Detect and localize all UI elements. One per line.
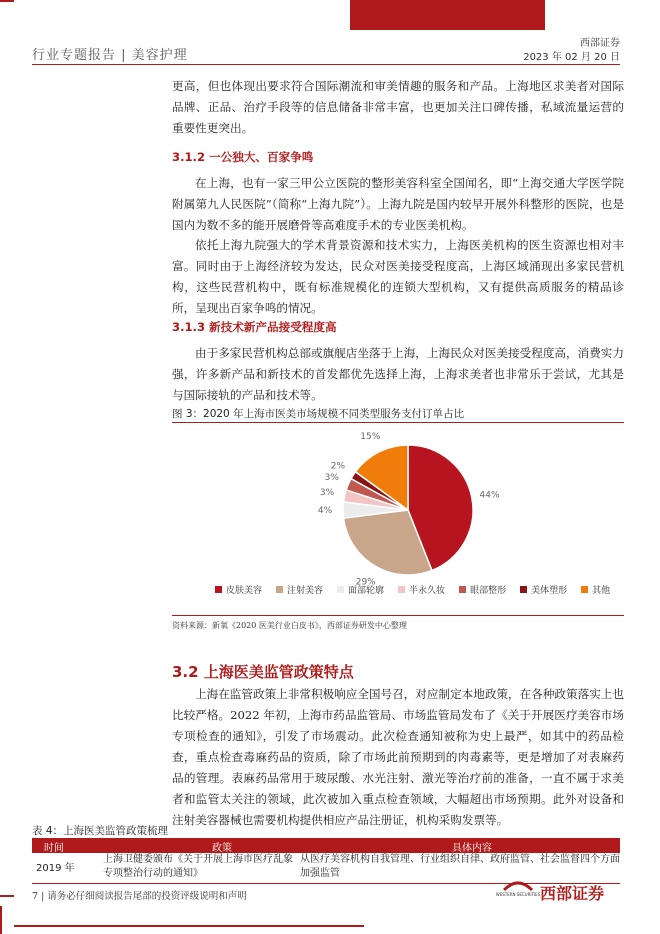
legend-item-2 — [276, 583, 323, 596]
pie-label-1: 44% — [479, 490, 500, 501]
table-cell-time: 2019 年 — [36, 863, 75, 874]
legend-item-3 — [337, 583, 384, 596]
footer-left-red-mark — [0, 895, 14, 897]
header-divider — [32, 64, 620, 65]
legend-label-3: 面部轮廓 — [348, 586, 385, 596]
table-cell-policy: 上海卫健委颁布《关于开展上海市医疗乱象专项整治行动的通知》 — [103, 854, 293, 879]
footer-disclaimer: 7 | 请务必仔细阅读报告尾部的投资评级说明和声明 — [32, 891, 247, 902]
paragraph-shanghai-ninth: 在上海，也有一家三甲公立医院的整形美容科室全国闻名，即“上海交通大学医学院附属第九人民医院”（简称“上海九院”）。上海九院是国内较早开展外科整形的医院，也是国内为数不多的能开展磨骨等高难度手术的专业医美机构。 — [172, 176, 624, 232]
chart-legend — [215, 583, 610, 596]
heading-3-1-3: 3.1.3 新技术新产品接受程度高 — [172, 320, 337, 334]
legend-item-4 — [398, 583, 445, 596]
figure-top-rule — [172, 422, 624, 423]
legend-swatch-7 — [581, 586, 588, 593]
table-cell-content: 从医疗美容机构自我管理、行业组织自律、政府监管、社会监督四个方面加强监管 — [300, 854, 620, 879]
legend-label-2: 注射美容 — [287, 586, 324, 596]
pie-label-7: 15% — [360, 432, 381, 443]
pie-label-5: 3% — [324, 473, 339, 484]
legend-swatch-3 — [337, 586, 344, 593]
legend-label-6: 美体塑形 — [531, 586, 568, 596]
legend-item-5 — [459, 583, 506, 596]
figure-bottom-rule — [172, 615, 624, 616]
legend-label-5: 眼部整形 — [470, 586, 507, 596]
paragraph-intro: 更高，但也体现出要求符合国际潮流和审美情趣的服务和产品。上海地区求美者对国际品牌、正品、治疗手段等的信息储备非常丰富，也更加关注口碑传播，私域流量运营的重要性更突出。 — [172, 79, 624, 135]
legend-item-7 — [581, 583, 610, 596]
table-header-policy: 政策 — [212, 843, 232, 854]
logo-brand-text: 西部证券 — [540, 884, 605, 903]
legend-swatch-2 — [276, 586, 283, 593]
paragraph-new-tech: 由于多家民营机构总部或旗舰店坐落于上海，上海民众对医美接受程度高，消费实力强，许多新产品和新技术的首发都优先选择上海，上海求美者也非常乐于尝试，尤其是与国际接轨的产品和技术等。 — [172, 346, 624, 402]
footer-bottom-red-line — [14, 925, 364, 927]
table-title: 表 4：上海医美监管政策梳理 — [32, 825, 169, 837]
pie-label-2: 29% — [355, 577, 376, 588]
left-red-mark — [0, 0, 14, 2]
table-header — [32, 838, 620, 853]
legend-label-7: 其他 — [592, 586, 611, 596]
footer-left-red-vertical — [0, 906, 2, 934]
legend-label-4: 半永久妆 — [409, 586, 446, 596]
figure-source: 资料来源：新氧《2020 医美行业白皮书》，西部证券研发中心整理 — [172, 621, 407, 630]
header-red-bar — [350, 0, 545, 30]
report-date: 2023 年 02 月 20 日 — [523, 52, 620, 63]
legend-swatch-1 — [215, 586, 222, 593]
brand-name: 西部证券 — [580, 38, 620, 49]
table-header-time: 时间 — [44, 843, 64, 854]
legend-label-1: 皮肤美容 — [226, 586, 263, 596]
western-logo-icon — [495, 878, 541, 898]
legend-item-1 — [215, 583, 262, 596]
legend-swatch-6 — [520, 586, 527, 593]
pie-label-6: 2% — [330, 461, 346, 472]
pie-label-3: 4% — [317, 506, 333, 516]
legend-swatch-5 — [459, 586, 466, 593]
logo-small-text: WESTERN SECURITIES — [495, 892, 541, 897]
section-3-2-title: 3.2 上海医美监管政策特点 — [172, 663, 354, 681]
figure-caption: 图 3：2020 年上海市医美市场规模不同类型服务支付订单占比 — [172, 408, 465, 420]
legend-item-6 — [520, 583, 567, 596]
pie-label-4: 3% — [319, 487, 335, 498]
table-header-content: 具体内容 — [452, 843, 492, 854]
paragraph-private-institutions: 依托上海九院强大的学术背景资源和技术实力，上海医美机构的医生资源也相对丰富。同时由于上海经济较为发达，民众对医美接受程度高，上海区域涌现出多家民营机构，这些民营机构中，既有标准规模化的连锁大型机构，又有提供高质服务的精品诊所，呈现出百家争鸣的情况。 — [172, 238, 624, 315]
report-category: 行业专题报告 | 美容护理 — [32, 48, 188, 63]
legend-swatch-4 — [398, 586, 405, 593]
section-3-2-body: 上海在监管政策上非常积极响应全国号召，对应制定本地政策，在各种政策落实上也比较严格。2022 年初，上海市药品监管局、市场监管局发布了《关于开展医疗美容市场专项检查的通知》，引发了市场震动。此次检查通知被称为史上最严，如其中的药品检查，重点检查毒麻药品的资质，除了市场此前预期到的肉毒素等，更是增加了对表麻药品的管理。表麻药品常用于玻尿酸、水光注射、激光等治疗前的准备，一直不属于求美者和监管太关注的领域，此次被加入重点检查领域，大幅超出市场预期。此外对设备和注射美容器械也需要机构提供相应产品注册证，机构采购发票等。 — [172, 687, 624, 827]
heading-3-1-2: 3.1.2 一公独大、百家争鸣 — [172, 150, 314, 164]
